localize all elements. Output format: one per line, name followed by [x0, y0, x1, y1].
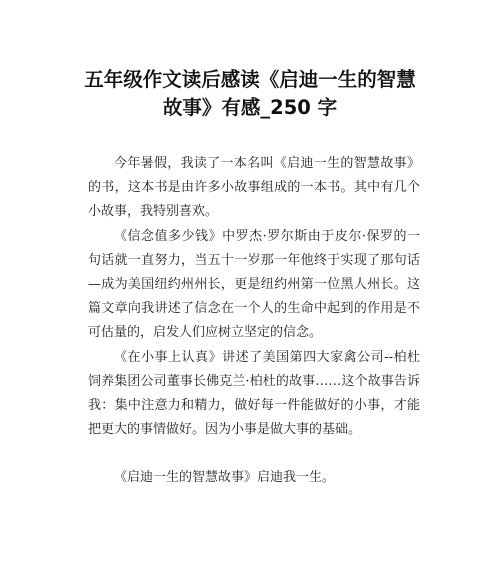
paragraph-2: 《信念值多少钱》中罗杰·罗尔斯由于皮尔·保罗的一句话就一直努力，当五十一岁那一年他终于实现了那句话—成为美国纽约州州长，更是纽约州第一位黑人州长。这篇文章向我讲述了信念在一个人的生命中起到的作用是不可估量的，启发人们应树立坚定的信念。: [88, 228, 420, 341]
paragraph-4: 《启迪一生的智慧故事》启迪我一生。: [114, 470, 336, 486]
title-line-2: 故事》有感_250 字: [162, 96, 338, 119]
page-title: [60, 66, 440, 122]
paragraph-1: 今年暑假，我读了一本名叫《启迪一生的智慧故事》的书，这本书是由许多小故事组成的一本书。其中有几个小故事，我特别喜欢。: [88, 156, 420, 220]
paragraph-3: 《在小事上认真》讲述了美国第四大家禽公司--柏杜饲养集团公司董事长佛克兰·柏杜的故事……这个故事告诉我：集中注意力和精力，做好每一件能做好的小事，才能把更大的事情做好。因为小事是做大事的基础。: [88, 349, 420, 438]
article-body: [88, 152, 420, 491]
title-line-1: 五年级作文读后感读《启迪一生的智慧: [84, 68, 416, 91]
